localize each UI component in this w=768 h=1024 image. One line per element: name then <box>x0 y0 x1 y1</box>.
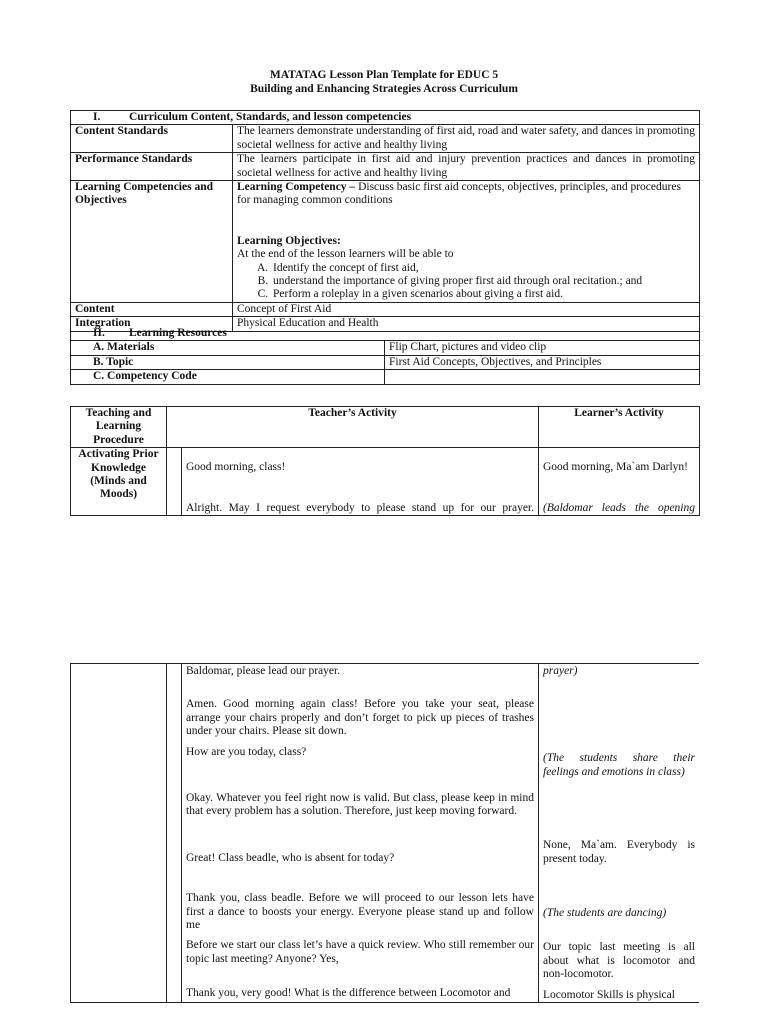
resource-value <box>385 370 700 384</box>
learning-objectives-label: Learning Objectives: <box>237 234 341 247</box>
learning-objectives-intro: At the end of the lesson learners will be able to <box>237 248 454 261</box>
teacher-prayer: Baldomar, please lead our prayer. <box>186 665 341 677</box>
content-standards-row <box>71 125 700 153</box>
procedure-table <box>70 406 700 516</box>
curriculum-table <box>70 110 700 332</box>
resource-row <box>71 370 700 384</box>
integration-value: Physical Education and Health <box>233 317 700 331</box>
section1-heading-row <box>71 111 700 125</box>
content-standards-label: Content Standards <box>71 125 233 153</box>
content-row <box>71 302 700 316</box>
procedure-col-header: Teaching and Learning Procedure <box>71 407 167 448</box>
content-standards-text: The learners demonstrate understanding of first aid, road and water safety, and dances in promoting societal wellness for active and healthy living <box>233 125 700 153</box>
learner-activity-cell <box>539 448 700 516</box>
document-title: MATATAG Lesson Plan Template for EDUC 5 <box>269 69 499 81</box>
teacher-absent-question: Great! Class beadle, who is absent for today? <box>186 851 395 864</box>
teacher-activity-cell <box>182 664 539 1003</box>
resource-value: First Aid Concepts, Objectives, and Principles <box>385 355 700 369</box>
section2-heading: Learning Resources <box>129 327 227 339</box>
performance-standards-row <box>71 153 700 181</box>
resource-value: Flip Chart, pictures and video clip <box>385 341 700 355</box>
section1-number: I. <box>93 111 101 123</box>
procedure-table-continued <box>70 663 699 1003</box>
section1-heading: Curriculum Content, Standards, and lesson competencies <box>129 111 412 123</box>
learner-dancing: (The students are dancing) <box>543 907 667 920</box>
integration-label: Integration <box>71 317 233 331</box>
learner-greeting: Good morning, Ma`am Darlyn! <box>543 461 688 474</box>
teacher-review: Before we start our class let’s have a quick review. Who still remember our topic last meeting? Anyone? Yes, <box>186 939 534 965</box>
procedure-row <box>71 664 700 1003</box>
resource-label: A. Materials <box>71 341 385 355</box>
teacher-col-header: Teacher’s Activity <box>167 407 539 448</box>
teacher-amen: Amen. Good morning again class! Before you take your seat, please arrange your chairs properly and don’t forget to pick up pieces of trashes under your chairs. Please sit down. <box>186 698 534 738</box>
resource-label: B. Topic <box>71 355 385 369</box>
resource-label: C. Competency Code <box>71 370 385 384</box>
resource-row <box>71 341 700 355</box>
procedure-stage <box>71 664 167 1003</box>
teacher-okay: Okay. Whatever you feel right now is valid. But class, please keep in mind that every problem has a solution. Therefore, just keep moving forward. <box>186 792 534 818</box>
teacher-difference: Thank you, very good! What is the difference between Locomotor and <box>186 987 511 1000</box>
objective-item: B. understand the importance of giving proper first aid through oral recitation.; and <box>271 275 695 288</box>
learner-absent-answer: None, Ma`am. Everybody is present today. <box>543 839 695 865</box>
section2-heading-row <box>71 327 700 341</box>
learning-competency-label: Learning Competency – <box>237 181 356 194</box>
teacher-prayer-request: Alright. May I request everybody to please stand up for our prayer. <box>186 501 534 514</box>
procedure-stage: Activating Prior Knowledge (Minds and Moods) <box>71 448 167 516</box>
learning-competencies-label: Learning Competencies and Objectives <box>71 181 233 303</box>
resource-row <box>71 355 700 369</box>
learning-competencies-cell <box>233 181 700 303</box>
learner-activity-cell <box>539 664 700 1003</box>
teacher-activity-cell <box>182 448 539 516</box>
learning-competencies-row <box>71 181 700 303</box>
learner-prayer-end: prayer) <box>543 665 578 677</box>
learning-resources-table <box>70 327 700 385</box>
content-label: Content <box>71 302 233 316</box>
teacher-dance: Thank you, class beadle. Before we will proceed to our lesson lets have first a dance to boosts your energy. Everyone please stand up and follow me <box>186 892 534 932</box>
spacer-column <box>167 448 182 516</box>
procedure-table-continued-wrapper <box>70 663 699 1024</box>
learner-review-answer: Our topic last meeting is all about what is locomotor and non-locomotor. <box>543 941 695 981</box>
teacher-greeting: Good morning, class! <box>186 461 286 474</box>
performance-standards-text: The learners participate in first aid and injury prevention practices and dances in promoting societal wellness for active and healthy living <box>233 153 700 181</box>
procedure-row <box>71 448 700 516</box>
section2-number: II. <box>93 327 105 339</box>
content-value: Concept of First Aid <box>233 302 700 316</box>
learning-competency-text: Discuss basic first aid concepts, objectives, principles, and procedures for managing common conditions <box>237 181 681 207</box>
spacer-column <box>167 664 182 1003</box>
performance-standards-label: Performance Standards <box>71 153 233 181</box>
learning-objectives-list <box>237 262 695 302</box>
learner-col-header: Learner’s Activity <box>539 407 700 448</box>
teacher-how-are-you: How are you today, class? <box>186 745 307 758</box>
objective-item: A. Identify the concept of first aid, <box>271 262 695 275</box>
procedure-header-row <box>71 407 700 448</box>
learner-difference-answer: Locomotor Skills is physical <box>543 988 675 1001</box>
learner-prayer-note: (Baldomar leads the opening <box>543 501 695 514</box>
document-subtitle: Building and Enhancing Strategies Across Curriculum <box>250 83 518 95</box>
objective-item: C. Perform a roleplay in a given scenarios about giving a first aid. <box>271 288 695 301</box>
learning-competency <box>237 181 695 208</box>
learner-share-feelings: (The students share their feelings and emotions in class) <box>543 752 695 778</box>
